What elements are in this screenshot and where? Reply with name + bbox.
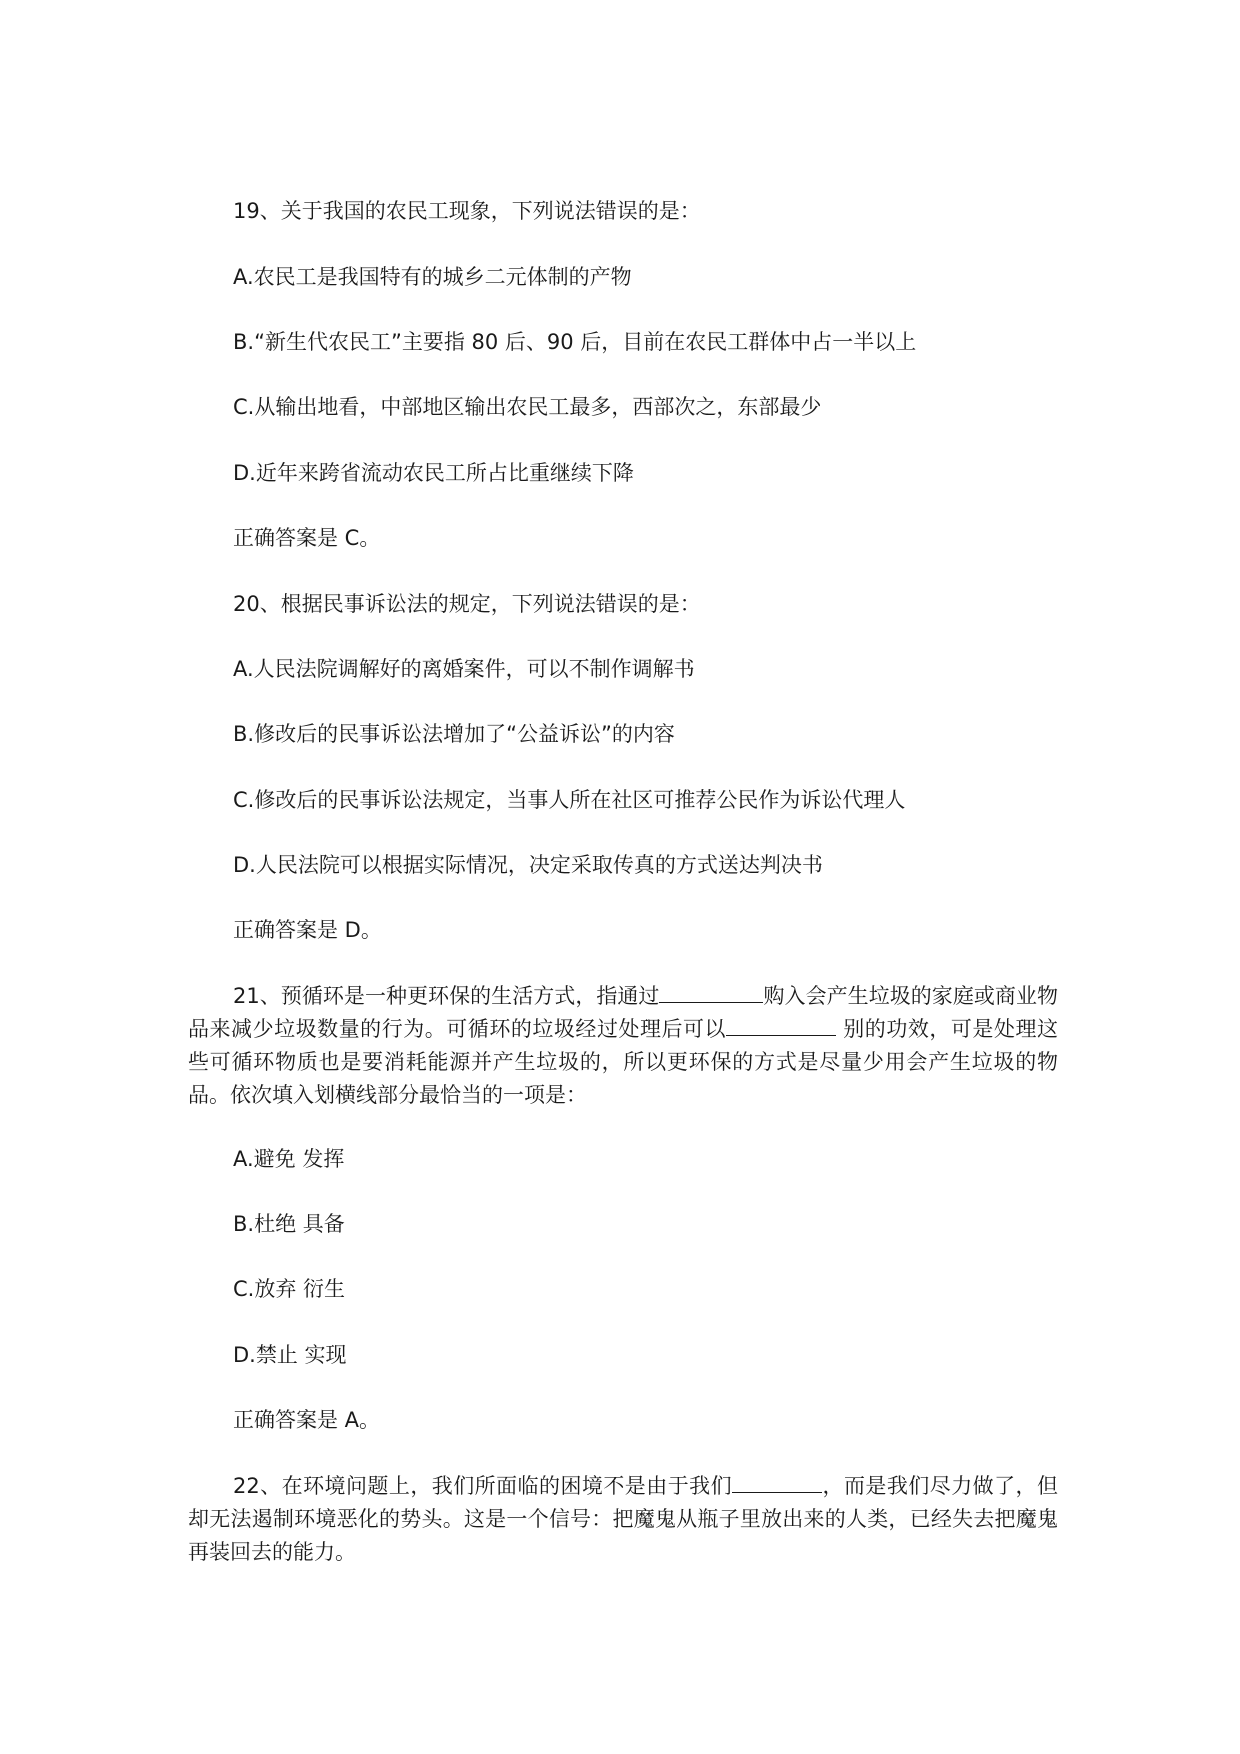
question-20-answer: 正确答案是 D。 [233,918,382,942]
question-20-option-d: D.人民法院可以根据实际情况，决定采取传真的方式送达判决书 [233,853,823,877]
question-21-option-a: A.避免 发挥 [233,1147,345,1171]
fill-blank-3 [732,1471,822,1493]
question-20-option-b: B.修改后的民事诉讼法增加了“公益诉讼”的内容 [233,722,675,746]
question-21-answer: 正确答案是 A。 [233,1408,381,1432]
question-22-part-1: 22、在环境问题上，我们所面临的困境不是由于我们 [233,1474,733,1498]
question-21-part-3: 别的功效，可是处理这些可循环物质也是要消耗能源并产生垃圾的，所以更环保的方式是尽量少用会产生垃圾的物品。依次填入划横线部分最恰当的一项是： [188,1017,1058,1107]
question-22-part-2: ，而是我们尽力做了，但却无法遏制环境恶化的势头。这是一个信号：把魔鬼从瓶子里放出来的人类，已经失去把魔鬼再装回去的能力。 [188,1474,1058,1564]
question-21-part-1: 21、预循环是一种更环保的生活方式，指通过 [233,984,660,1008]
fill-blank-1 [659,981,763,1003]
question-20-option-c: C.修改后的民事诉讼法规定，当事人所在社区可推荐公民作为诉讼代理人 [233,788,906,812]
question-19-option-a: A.农民工是我国特有的城乡二元体制的产物 [233,265,632,289]
question-20-text: 20、根据民事诉讼法的规定，下列说法错误的是： [233,592,701,616]
question-21-option-c: C.放弃 衍生 [233,1277,346,1301]
question-22-text [188,1470,1058,1569]
question-19-option-d: D.近年来跨省流动农民工所占比重继续下降 [233,461,634,485]
question-21-text [188,980,1058,1112]
question-21-option-b: B.杜绝 具备 [233,1212,345,1236]
question-21-option-d: D.禁止 实现 [233,1343,347,1367]
question-19-text: 19、关于我国的农民工现象，下列说法错误的是： [233,199,701,223]
question-19-option-c: C.从输出地看，中部地区输出农民工最多，西部次之，东部最少 [233,395,822,419]
question-21-part-2: 购入会产生垃圾的家庭或商业物品来减少垃圾数量的行为。可循环的垃圾经过处理后可以 [188,984,1058,1041]
question-19-option-b: B.“新生代农民工”主要指 80 后、90 后，目前在农民工群体中占一半以上 [233,330,917,354]
question-20-option-a: A.人民法院调解好的离婚案件，可以不制作调解书 [233,657,695,681]
fill-blank-2 [726,1014,836,1036]
question-19-answer: 正确答案是 C。 [233,526,381,550]
